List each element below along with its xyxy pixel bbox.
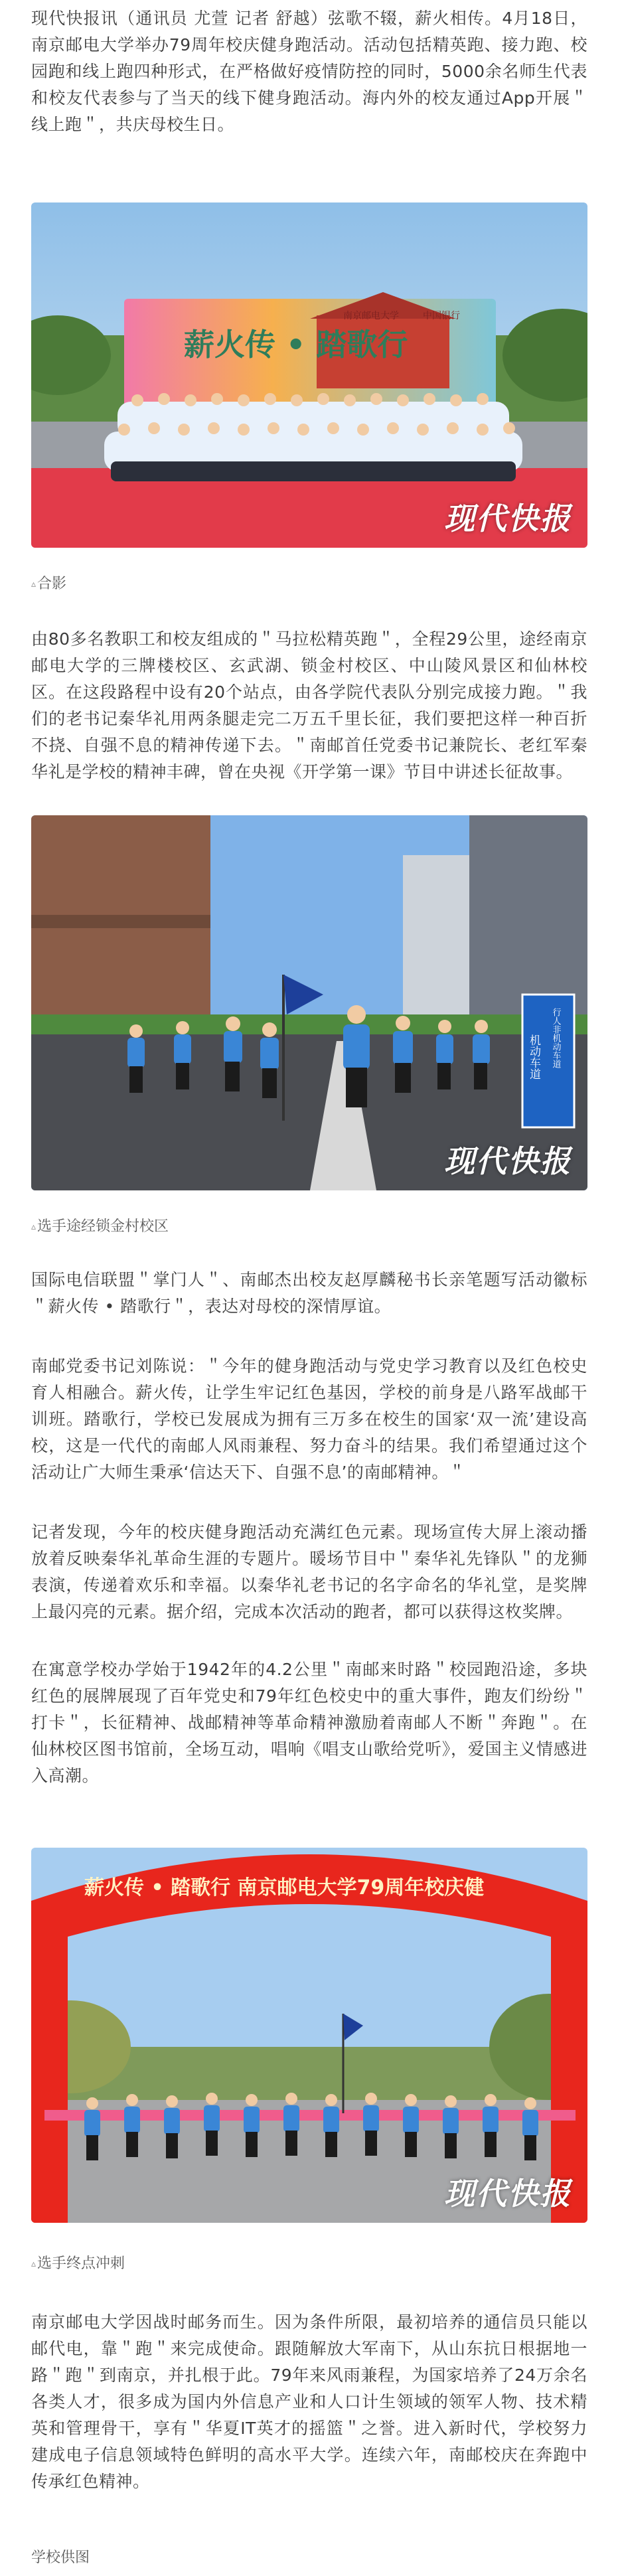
caption-triangle-icon: ▵ — [31, 1222, 37, 1232]
watermark: 现代快报 — [444, 1143, 572, 1179]
banner-logo-left: 南京邮电大学 — [343, 311, 399, 321]
photo-credit: 学校供图 — [31, 2549, 90, 2566]
arch-text: 薪火传 • 踏歌行 南京邮电大学79周年校庆健 — [84, 1876, 485, 1899]
watermark: 现代快报 — [444, 2176, 572, 2212]
paragraph-red-elements: 记者发现，今年的校庆健身跑活动充满红色元素。现场宣传大屏上滚动播放着反映秦华礼革命生涯的专题片。暖场节目中＂秦华礼先锋队＂的龙狮表演，传递着欢乐和幸福。以秦华礼老书记的名字命名的华礼堂，是奖牌上最闪亮的元素。据介绍，完成本次活动的跑者，都可以获得这枚奖牌。 — [31, 1522, 587, 1621]
paragraph-history: 南京邮电大学因战时邮务而生。因为条件所限，最初培养的通信员只能以邮代电，靠＂跑＂来完成使命。跟随解放大军南下，从山东抗日根据地一路＂跑＂到南京，并扎根于此。79年来风雨兼程，为国家培养了24万余名各类人才，很多成为国内外信息产业和人口计生领域的领军人物、技术精英和管理骨干，享有＂华夏IT英才的摇篮＂之誉。进入新时代，学校努力建成电子信息领域特色鲜明的高水平大学。连续六年，南邮校庆在奔跑中传承红色精神。 — [31, 2312, 587, 2491]
runners-photo-image — [31, 815, 587, 1190]
caption-group-photo — [31, 574, 587, 594]
paragraph-campus-run: 在寓意学校办学始于1942年的4.2公里＂南邮来时路＂校园跑沿途，多块红色的展牌展现了百年党史和79年红色校史中的重大事件，跑友们纷纷＂打卡＂，长征精神、战邮精神等革命精神激励着南邮人不断＂奔跑＂。在仙林校区图书馆前，全场互动，唱响《唱支山歌给党听》，爱国主义情感进入高潮。 — [31, 1660, 587, 1785]
caption-finish-photo — [31, 2254, 587, 2274]
runners-photo — [31, 815, 587, 1190]
caption-runners-photo — [31, 1217, 587, 1237]
paragraph-relay: 由80多名教职工和校友组成的＂马拉松精英跑＂，全程29公里，途经南京邮电大学的三牌楼校区、玄武湖、锁金村校区、中山陵风景区和仙林校区。在这段路程中设有20个站点，由各学院代表队分别完成接力跑。＂我们的老书记秦华礼用两条腿走完二万五千里长征，我们要把这样一种百折不挠、自强不息的精神传递下去。＂南邮首任党委书记兼院长、老红军秦华礼是学校的精神丰碑，曾在央视《开学第一课》节目中讲述长征故事。 — [31, 629, 587, 781]
paragraph-secretary: 南邮党委书记刘陈说：＂今年的健身跑活动与党史学习教育以及红色校史育人相融合。薪火传，让学生牢记红色基因，学校的前身是八路军战邮干训班。踏歌行，学校已发展成为拥有三万多在校生的国家‘双一流’建设高校，这是一代代的南邮人风雨兼程、努力奋斗的结果。我们希望通过这个活动让广大师生秉承‘信达天下、自强不息’的南邮精神。＂ — [31, 1356, 587, 1482]
group-photo — [31, 202, 587, 548]
caption-triangle-icon: ▵ — [31, 2259, 37, 2269]
caption-text: 选手终点冲刺 — [37, 2255, 125, 2272]
caption-text: 选手途经锁金村校区 — [37, 1218, 169, 1235]
finish-photo-image — [31, 1848, 587, 2223]
finish-photo — [31, 1848, 587, 2223]
banner-title: 薪火传 • 踏歌行 — [184, 327, 408, 362]
caption-text: 合影 — [37, 576, 67, 592]
watermark: 现代快报 — [444, 501, 572, 536]
lane-sign-line2: 行人非机动车道 — [550, 1008, 561, 1068]
paragraph-logo: 国际电信联盟＂掌门人＂、南邮杰出校友赵厚麟秘书长亲笔题写活动徽标＂薪火传 • 踏歌行＂，表达对母校的深情厚谊。 — [31, 1270, 587, 1316]
paragraph-intro: 现代快报讯（通讯员 尤萱 记者 舒越）弦歌不辍，薪火相传。4月18日，南京邮电大学举办79周年校庆健身跑活动。活动包括精英跑、接力跑、校园跑和线上跑四种形式，在严格做好疫情防控的同时，5000余名师生代表和校友代表参与了当天的线下健身跑活动。海内外的校友通过App开展＂线上跑＂，共庆母校生日。 — [31, 9, 587, 134]
banner-logo-right: 中国银行 — [423, 311, 460, 321]
lane-sign-line1: 机动车道 — [527, 1034, 540, 1080]
caption-triangle-icon: ▵ — [31, 579, 37, 590]
